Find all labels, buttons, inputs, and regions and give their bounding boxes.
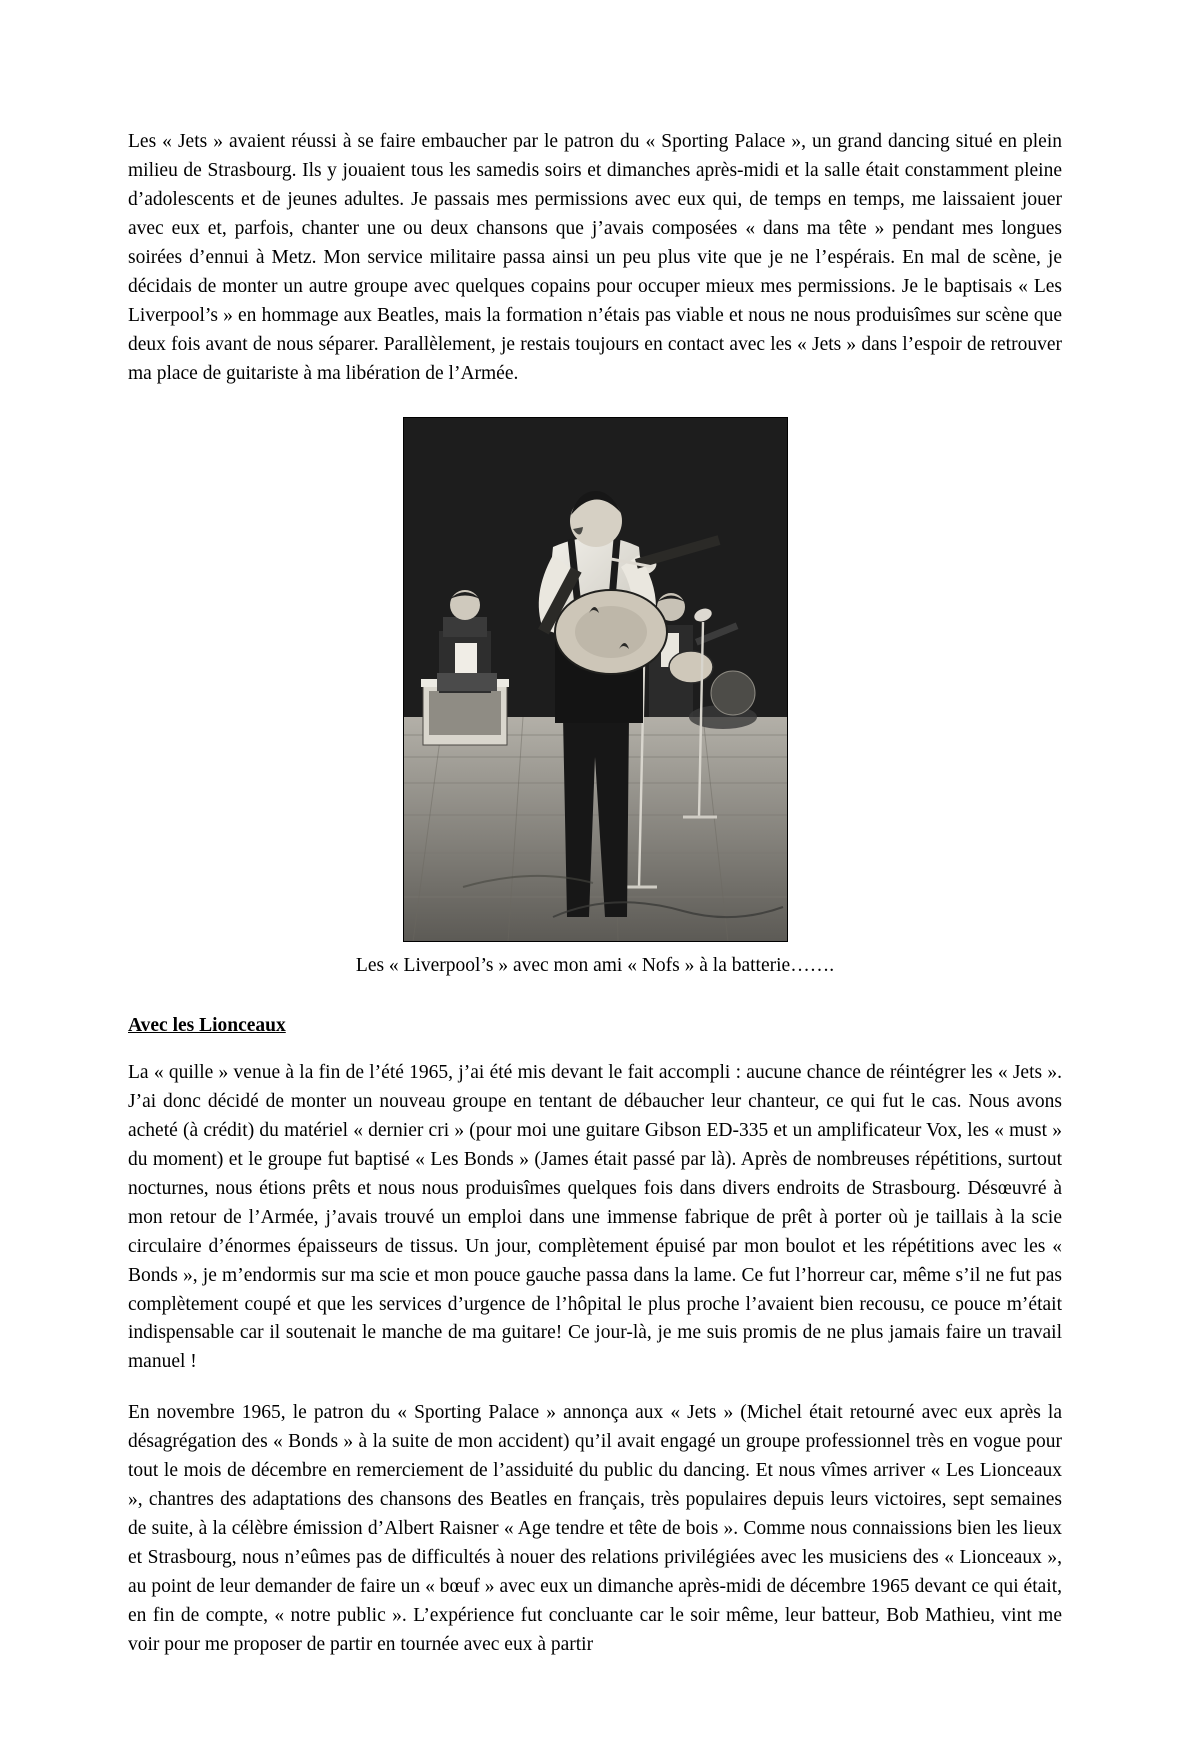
paragraph-quille: La « quille » venue à la fin de l’été 1965, j’ai été mis devant le fait accompli : aucune chance de réintégrer les « Jets ». J’ai donc décidé de monter un nouveau groupe en tentant de débaucher leur chanteur, ce qui fut le cas. Nous avons acheté (à crédit) du matériel « dernier cri » (pour moi une guitare Gibson ED-335 et un amplificateur Vox, les « must » du moment) et le groupe fut baptisé « Les Bonds » (James était passé par là). Après de nombreuses répétitions, surtout nocturnes, nous étions prêts et nous nous produisîmes quelques fois dans divers endroits de Strasbourg. Désœuvré à mon retour de l’Armée, j’avais trouvé un emploi dans une immense fabrique de prêt à porter où je taillais à la scie circulaire d’énormes épaisseurs de tissus. Un jour, complètement épuisé par mon boulot et les répétitions avec les « Bonds », je m’endormis sur ma scie et mon pouce gauche passa dans la lame. Ce fut l’horreur car, même s’il ne fut pas complètement coupé et que les services d’urgence de l’hôpital le plus proche l’avaient bien recousu, ce pouce m’était indispensable car il soutenait le manche de ma guitare! Ce jour-là, je me suis promis de ne plus jamais faire un travail manuel ! <box>128 1061 1062 1373</box>
paragraph-novembre: En novembre 1965, le patron du « Sporting Palace » annonça aux « Jets » (Michel était retourné avec eux après la désagrégation des « Bonds » à la suite de mon accident) qu’il avait engagé un groupe professionnel très en vogue pour tout le mois de décembre en remerciement de l’assiduité du public du dancing. Et nous vîmes arriver « Les Lionceaux », chantres des adaptations des chansons des Beatles en français, très populaires depuis leurs victoires, sept semaines de suite, à la célèbre émission d’Albert Raisner « Age tendre et tête de bois ». Comme nous connaissions bien les lieux et Strasbourg, nous n’eûmes pas de difficultés à nouer des relations privilégiées avec les musiciens des « Lionceaux », au point de leur demander de faire un « bœuf » avec eux un dimanche après-midi de décembre 1965 devant ce qui était, en fin de compte, « notre public ». L’expérience fut concluante car le soir même, leur batteur, Bob Mathieu, vint me voir pour me proposer de partir en tournée avec eux à partir <box>128 1402 1062 1655</box>
figure-caption: Les « Liverpool’s » avec mon ami « Nofs » à la batterie……. <box>355 954 835 976</box>
band-photo <box>403 417 788 942</box>
paragraph-intro: Les « Jets » avaient réussi à se faire embaucher par le patron du « Sporting Palace », un grand dancing situé en plein milieu de Strasbourg. Ils y jouaient tous les samedis soirs et dimanches après-midi et la salle était constamment pleine d’adolescents et de jeunes adultes. Je passais mes permissions avec eux qui, de temps en temps, me laissaient jouer avec eux et, parfois, chanter une ou deux chansons que j’avais composées « dans ma tête » pendant mes longues soirées d’ennui à Metz. Mon service militaire passa ainsi un peu plus vite que je ne l’espérais. En mal de scène, je décidais de monter un autre groupe avec quelques copains pour occuper mieux mes permissions. Je le baptisais « Les Liverpool’s » en hommage aux Beatles, mais la formation n’étais pas viable et nous ne nous produisîmes sur scène que deux fois avant de nous séparer. Parallèlement, je restais toujours en contact avec les « Jets » dans l’espoir de retrouver ma place de guitariste à ma libération de l’Armée. <box>128 131 1062 384</box>
section-heading-lionceaux: Avec les Lionceaux <box>128 1014 286 1036</box>
figure-block <box>128 417 1062 979</box>
